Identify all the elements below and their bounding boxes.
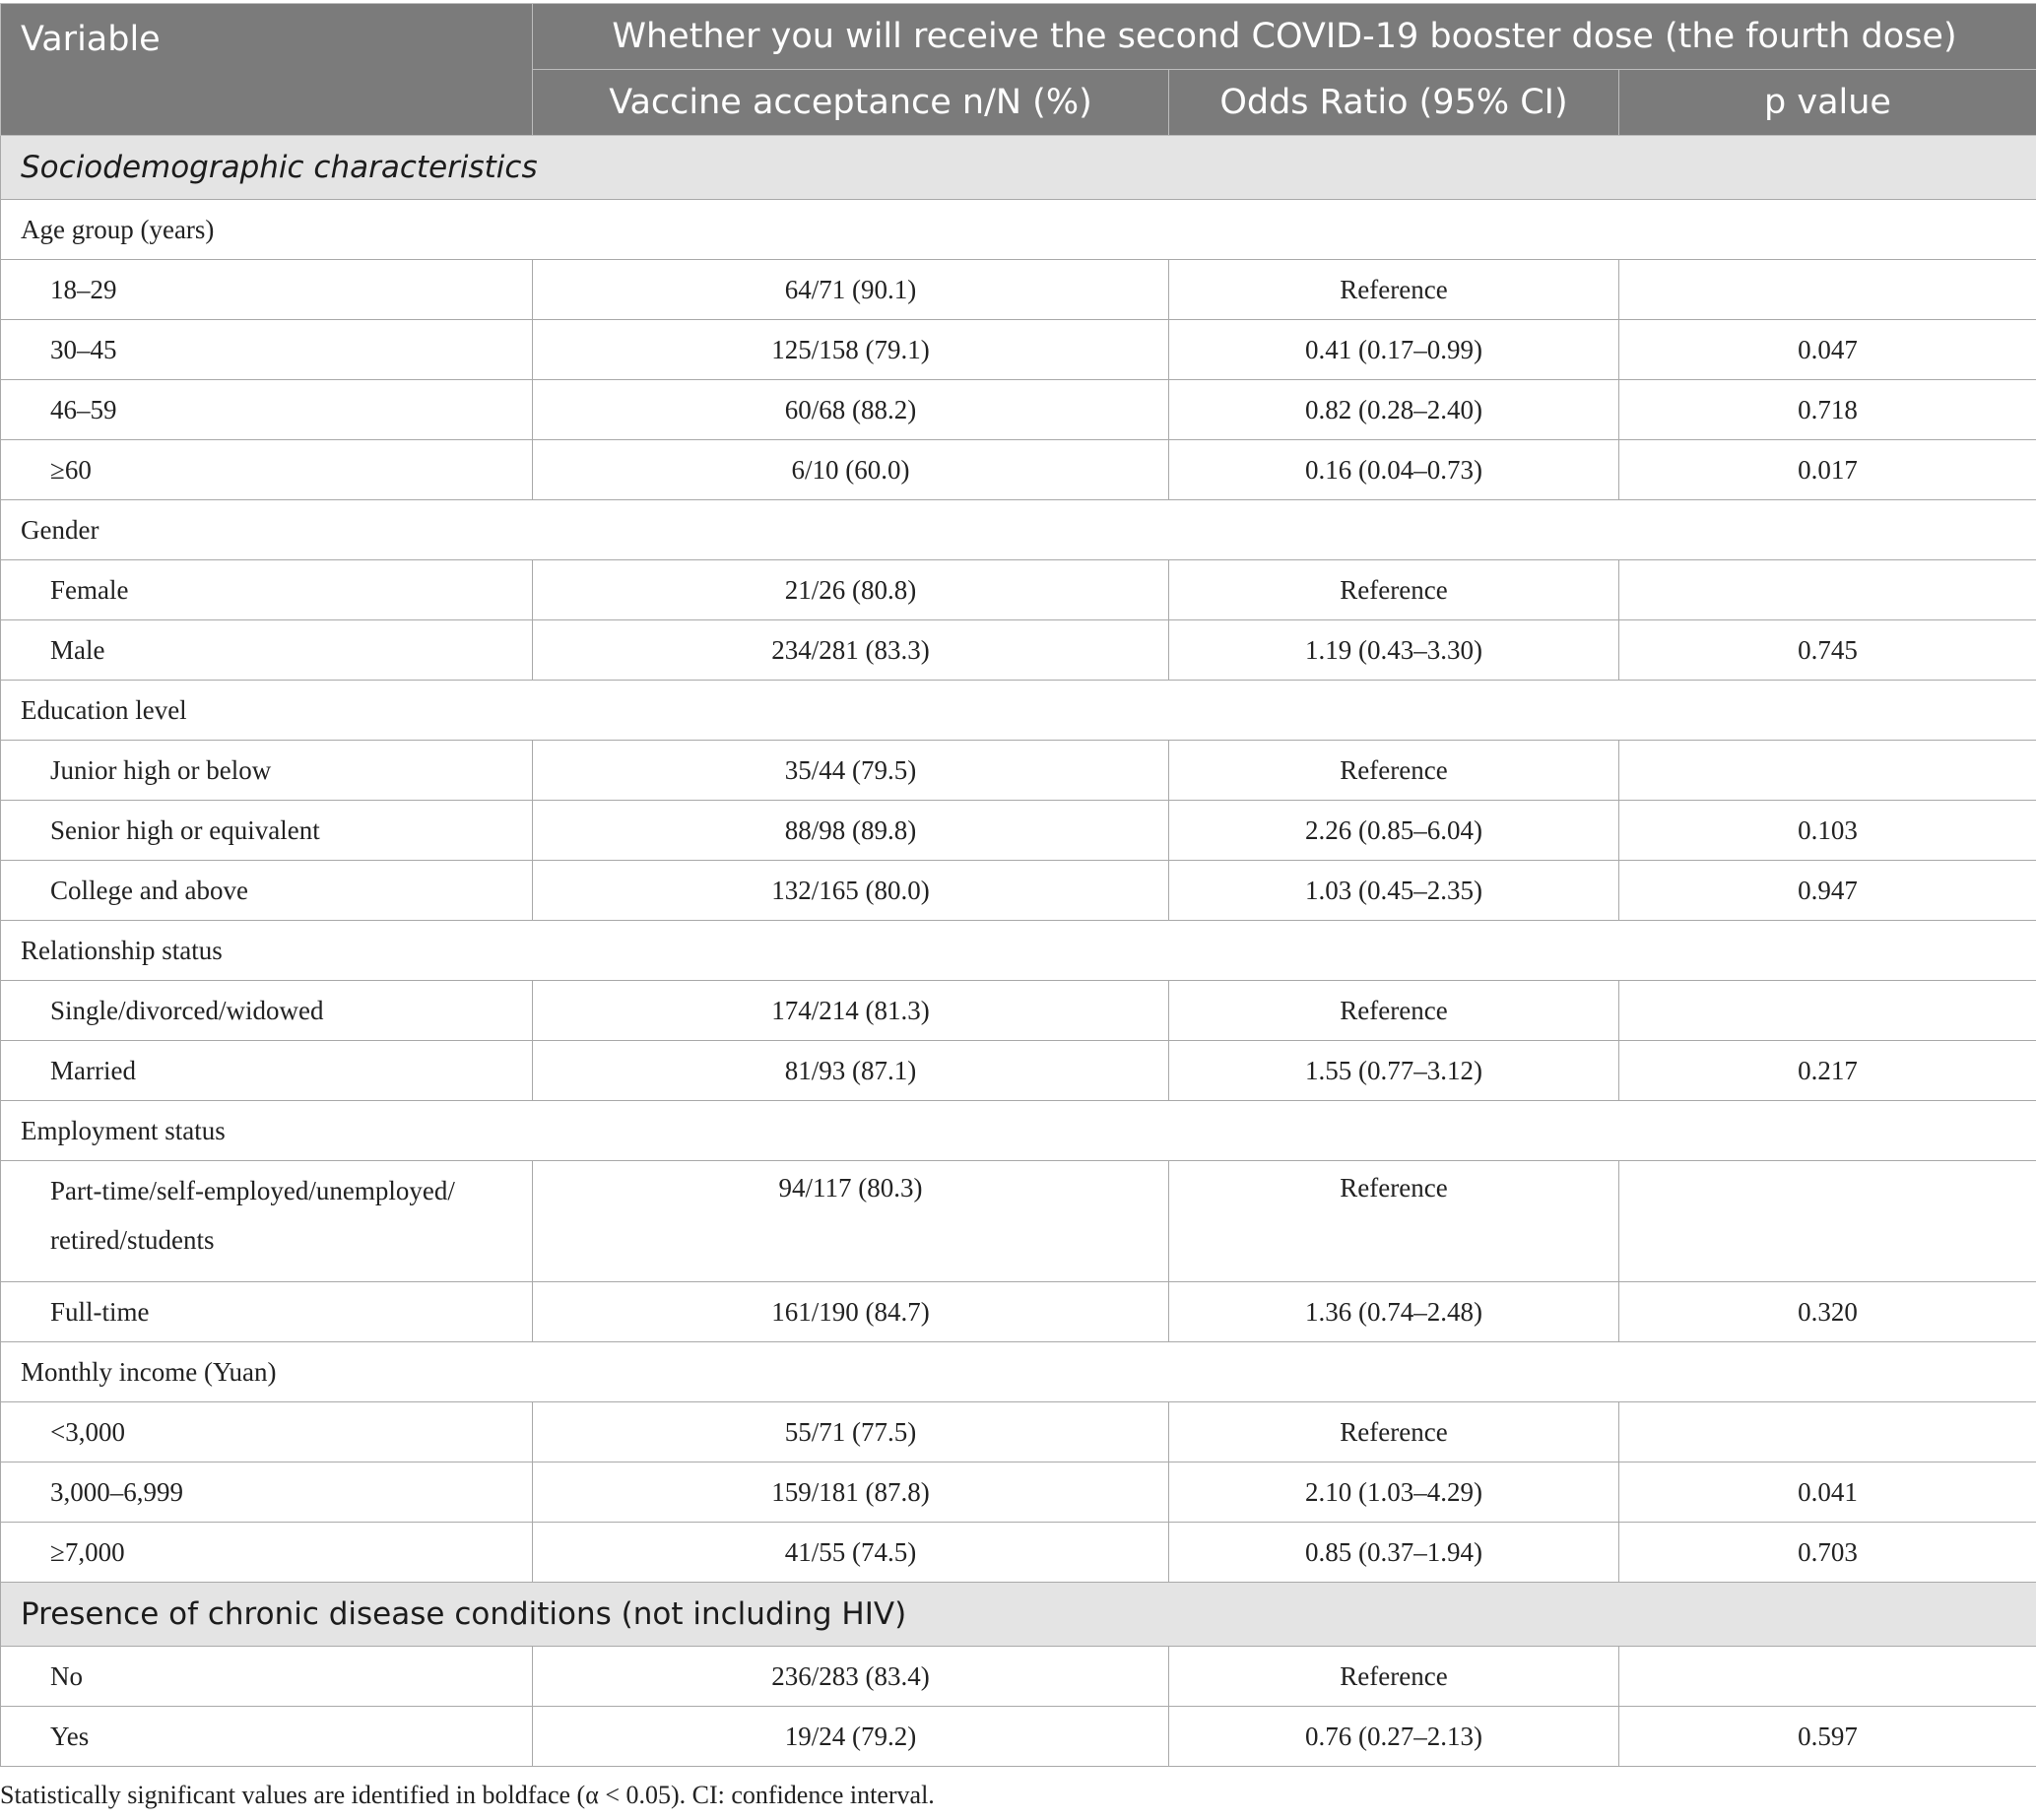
table-row	[1, 1402, 2036, 1462]
row-label: No	[1, 1647, 533, 1707]
group-row-relationship	[1, 921, 2036, 981]
table-footnote: Statistically significant values are identified in boldface (α < 0.05). CI: confidence interval.	[0, 1781, 935, 1809]
odds-ratio-cell: Reference	[1169, 1402, 1619, 1462]
row-label: Senior high or equivalent	[1, 801, 533, 861]
acceptance-column-header: Vaccine acceptance n/N (%)	[533, 70, 1169, 136]
acceptance-cell: 81/93 (87.1)	[533, 1041, 1169, 1101]
table-row	[1, 620, 2036, 681]
table-row	[1, 1647, 2036, 1707]
acceptance-cell: 159/181 (87.8)	[533, 1462, 1169, 1523]
p-value-cell	[1619, 981, 2036, 1041]
group-row-income	[1, 1342, 2036, 1402]
acceptance-cell: 21/26 (80.8)	[533, 560, 1169, 620]
row-label: 18–29	[1, 260, 533, 320]
table-row	[1, 1707, 2036, 1767]
odds-ratio-cell: 0.82 (0.28–2.40)	[1169, 380, 1619, 440]
p-value-cell: 0.041	[1619, 1462, 2036, 1523]
results-table	[0, 3, 2036, 1767]
odds-ratio-cell: 1.55 (0.77–3.12)	[1169, 1041, 1619, 1101]
acceptance-cell: 6/10 (60.0)	[533, 440, 1169, 500]
p-value-cell	[1619, 741, 2036, 801]
row-label: Part-time/self-employed/unemployed/ retired/students	[1, 1161, 533, 1282]
group-row-employment	[1, 1101, 2036, 1161]
row-label: Yes	[1, 1707, 533, 1767]
row-label: 3,000–6,999	[1, 1462, 533, 1523]
row-label: Female	[1, 560, 533, 620]
row-label: ≥60	[1, 440, 533, 500]
row-label: Married	[1, 1041, 533, 1101]
p-value-column-header: p value	[1619, 70, 2036, 136]
p-value-cell: 0.745	[1619, 620, 2036, 681]
table-row	[1, 981, 2036, 1041]
acceptance-cell: 234/281 (83.3)	[533, 620, 1169, 681]
group-label: Employment status	[1, 1101, 2036, 1161]
acceptance-cell: 161/190 (84.7)	[533, 1282, 1169, 1342]
odds-ratio-cell: Reference	[1169, 560, 1619, 620]
table-row	[1, 1523, 2036, 1583]
acceptance-cell: 88/98 (89.8)	[533, 801, 1169, 861]
row-label: College and above	[1, 861, 533, 921]
odds-ratio-cell: Reference	[1169, 1161, 1619, 1282]
table-body	[1, 136, 2036, 1767]
odds-ratio-column-header: Odds Ratio (95% CI)	[1169, 70, 1619, 136]
table-row	[1, 260, 2036, 320]
p-value-cell: 0.703	[1619, 1523, 2036, 1583]
group-label: Education level	[1, 681, 2036, 741]
acceptance-cell: 94/117 (80.3)	[533, 1161, 1169, 1282]
p-value-cell	[1619, 1647, 2036, 1707]
odds-ratio-cell: 1.19 (0.43–3.30)	[1169, 620, 1619, 681]
odds-ratio-cell: 0.76 (0.27–2.13)	[1169, 1707, 1619, 1767]
row-label: 30–45	[1, 320, 533, 380]
acceptance-cell: 19/24 (79.2)	[533, 1707, 1169, 1767]
section-title: Sociodemographic characteristics	[1, 136, 2036, 200]
odds-ratio-cell: 2.10 (1.03–4.29)	[1169, 1462, 1619, 1523]
group-row-education	[1, 681, 2036, 741]
p-value-cell: 0.217	[1619, 1041, 2036, 1101]
table-row	[1, 320, 2036, 380]
p-value-cell	[1619, 1161, 2036, 1282]
table-row	[1, 1041, 2036, 1101]
acceptance-cell: 35/44 (79.5)	[533, 741, 1169, 801]
group-row-age	[1, 200, 2036, 260]
table-row	[1, 560, 2036, 620]
acceptance-cell: 236/283 (83.4)	[533, 1647, 1169, 1707]
p-value-cell: 0.947	[1619, 861, 2036, 921]
row-label: Single/divorced/widowed	[1, 981, 533, 1041]
odds-ratio-cell: 2.26 (0.85–6.04)	[1169, 801, 1619, 861]
p-value-cell	[1619, 260, 2036, 320]
section-title: Presence of chronic disease conditions (not including HIV)	[1, 1583, 2036, 1647]
section-row-chronic	[1, 1583, 2036, 1647]
table-row	[1, 1161, 2036, 1282]
group-row-gender	[1, 500, 2036, 560]
odds-ratio-cell: Reference	[1169, 981, 1619, 1041]
odds-ratio-cell: 0.16 (0.04–0.73)	[1169, 440, 1619, 500]
odds-ratio-cell: Reference	[1169, 1647, 1619, 1707]
acceptance-cell: 174/214 (81.3)	[533, 981, 1169, 1041]
table-row	[1, 741, 2036, 801]
row-label: ≥7,000	[1, 1523, 533, 1583]
group-label: Monthly income (Yuan)	[1, 1342, 2036, 1402]
table-row	[1, 801, 2036, 861]
variable-column-header: Variable	[1, 4, 533, 136]
table-row	[1, 380, 2036, 440]
table-container	[0, 3, 2036, 1810]
odds-ratio-cell: 0.41 (0.17–0.99)	[1169, 320, 1619, 380]
odds-ratio-cell: 0.85 (0.37–1.94)	[1169, 1523, 1619, 1583]
acceptance-cell: 55/71 (77.5)	[533, 1402, 1169, 1462]
p-value-cell: 0.320	[1619, 1282, 2036, 1342]
booster-dose-group-header: Whether you will receive the second COVID-19 booster dose (the fourth dose)	[533, 4, 2036, 70]
row-label: Junior high or below	[1, 741, 533, 801]
table-row	[1, 1282, 2036, 1342]
p-value-cell: 0.597	[1619, 1707, 2036, 1767]
row-label: Full-time	[1, 1282, 533, 1342]
group-label: Gender	[1, 500, 2036, 560]
acceptance-cell: 60/68 (88.2)	[533, 380, 1169, 440]
odds-ratio-cell: 1.03 (0.45–2.35)	[1169, 861, 1619, 921]
p-value-cell	[1619, 560, 2036, 620]
odds-ratio-cell: Reference	[1169, 260, 1619, 320]
acceptance-cell: 64/71 (90.1)	[533, 260, 1169, 320]
table-row	[1, 1462, 2036, 1523]
row-label: <3,000	[1, 1402, 533, 1462]
group-label: Relationship status	[1, 921, 2036, 981]
row-label: 46–59	[1, 380, 533, 440]
p-value-cell: 0.718	[1619, 380, 2036, 440]
odds-ratio-cell: Reference	[1169, 741, 1619, 801]
table-row	[1, 861, 2036, 921]
p-value-cell	[1619, 1402, 2036, 1462]
acceptance-cell: 132/165 (80.0)	[533, 861, 1169, 921]
acceptance-cell: 125/158 (79.1)	[533, 320, 1169, 380]
odds-ratio-cell: 1.36 (0.74–2.48)	[1169, 1282, 1619, 1342]
section-row-sociodemographic	[1, 136, 2036, 200]
table-header	[1, 4, 2036, 136]
table-row	[1, 440, 2036, 500]
acceptance-cell: 41/55 (74.5)	[533, 1523, 1169, 1583]
group-label: Age group (years)	[1, 200, 2036, 260]
p-value-cell: 0.017	[1619, 440, 2036, 500]
p-value-cell: 0.047	[1619, 320, 2036, 380]
p-value-cell: 0.103	[1619, 801, 2036, 861]
row-label: Male	[1, 620, 533, 681]
